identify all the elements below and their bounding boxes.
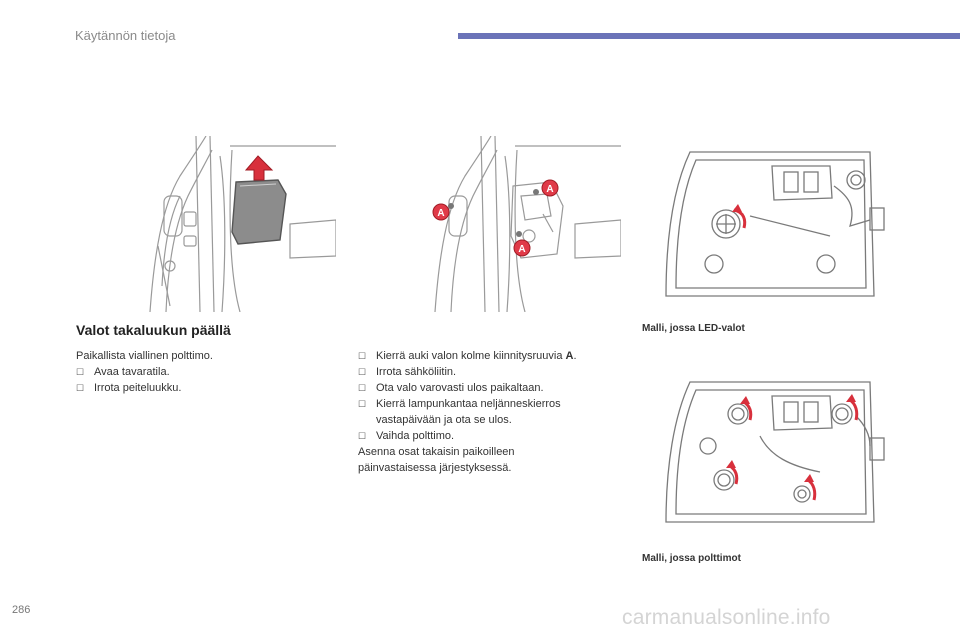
step-item (76, 364, 326, 380)
screw-marker-a (542, 180, 558, 196)
step-text: Avaa tavaratila. (94, 366, 170, 378)
screw-marker-a-label: A (546, 184, 554, 195)
light-unit-screws-illustration (425, 136, 621, 312)
left-instructions (76, 348, 326, 396)
middle-instructions (358, 348, 628, 476)
step-item (358, 348, 628, 364)
bulb-lamp-illustration (660, 376, 892, 528)
step-text: Ota valo varovasti ulos paikaltaan. (376, 382, 544, 394)
step-text: Irrota sähköliitin. (376, 366, 457, 378)
outro-text: päinvastaisessa järjestyksessä. (358, 462, 512, 474)
checkbox-bullet-icon: ☐ (76, 367, 85, 377)
checkbox-bullet-icon: ☐ (358, 383, 367, 393)
step-text-continued: vastapäivään ja ota se ulos. (376, 414, 512, 426)
checkbox-bullet-icon: ☐ (358, 399, 367, 409)
screw-label-bold: A (565, 350, 574, 362)
screw-marker-a-label: A (518, 244, 526, 255)
step-item (358, 364, 628, 380)
step-text: Vaihda polttimo. (376, 430, 455, 442)
checkbox-bullet-icon: ☐ (76, 383, 85, 393)
led-lamp-illustration (660, 146, 892, 306)
screw-marker-a (433, 204, 449, 220)
outro-text: Asenna osat takaisin paikoilleen (358, 446, 515, 458)
step-text: Kierrä auki valon kolme kiinnitysruuvia A. (376, 350, 577, 362)
page-number: 286 (12, 604, 31, 616)
screw-marker-a (514, 240, 530, 256)
trunk-cover-illustration (140, 136, 336, 312)
page-header-title: Käytännön tietoja (75, 28, 176, 43)
step-item (76, 380, 326, 396)
bulb-model-caption: Malli, jossa polttimot (642, 553, 741, 564)
step-item (358, 428, 628, 444)
screw-marker-a-label: A (437, 208, 445, 219)
section-title: Valot takaluukun päällä (76, 322, 231, 338)
step-text: Irrota peiteluukku. (94, 382, 182, 394)
checkbox-bullet-icon: ☐ (358, 351, 367, 361)
step-item (358, 380, 628, 396)
checkbox-bullet-icon: ☐ (358, 431, 367, 441)
checkbox-bullet-icon: ☐ (358, 367, 367, 377)
step-item (358, 396, 628, 412)
header-accent-bar (458, 33, 960, 39)
led-model-caption: Malli, jossa LED-valot (642, 323, 745, 334)
watermark-text: carmanualsonline.info (622, 606, 831, 629)
step-text: Kierrä lampunkantaa neljänneskierros (376, 398, 561, 410)
intro-text: Paikallista viallinen polttimo. (76, 350, 213, 362)
